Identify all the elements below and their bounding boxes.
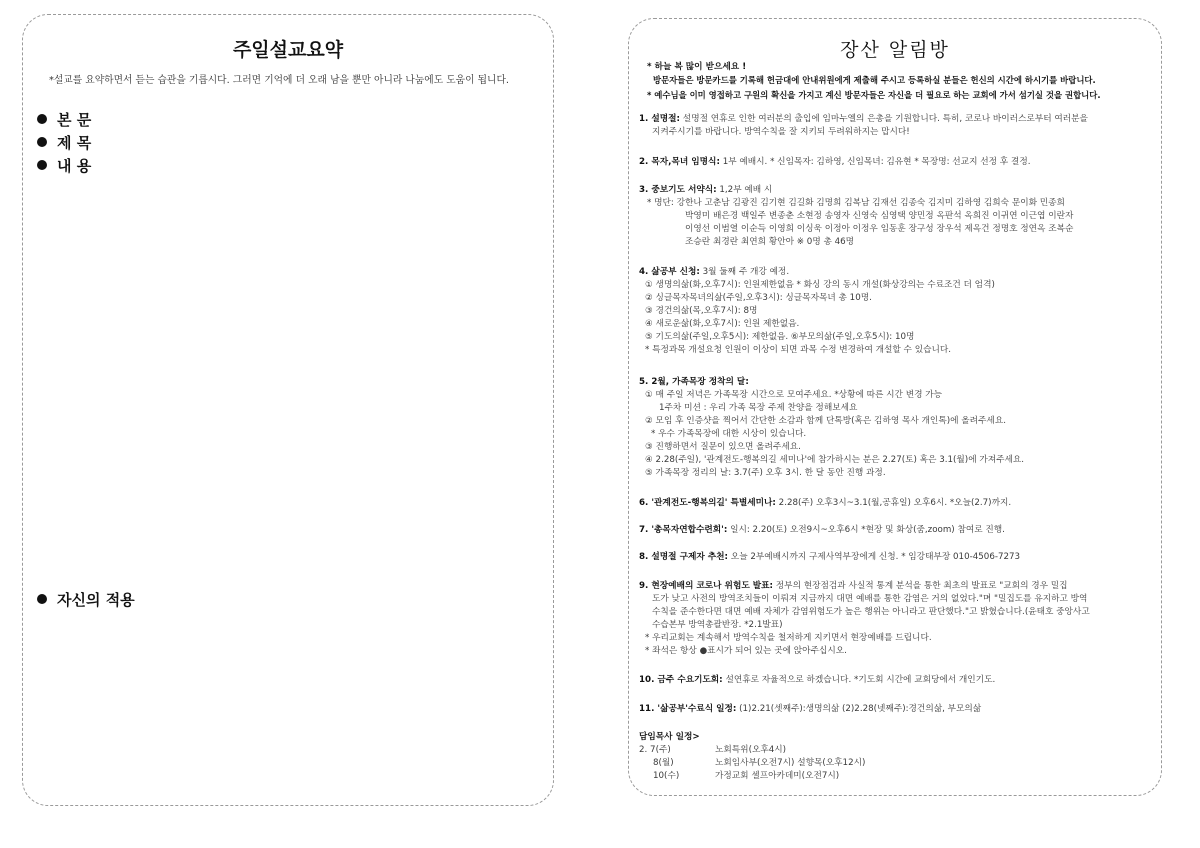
notice-3-names-3: 이영선 이범열 이순득 이영희 이싱욱 이정아 이정우 임동훈 장구성 장우석 제옥건 정명호 정연옥 조복순 [685,224,1074,234]
notice-6: 6. '관계전도-행복의길' 특별세미나: 2.28(주) 오후3시~3.1(월,공휴일) 오후6시. *오늘(2.7)까지. [639,498,1012,508]
notice-3-names-2: 박영미 배은경 백일주 변종춘 소현정 송영자 신영숙 심영택 양민정 옥판석 옥희진 이귀연 이근엽 이란자 [685,211,1074,221]
bullet-dot-icon [37,594,47,604]
bullet-label: 내 용 [57,157,92,175]
notice-9-cont-1: 도가 낮고 사전의 방역조치들이 이뤄져 지금까지 대면 예배를 통한 감염은 거의 없었다."며 "밀집도를 유지하고 방역 [652,594,1088,604]
schedule-row-event: 노회임사부(오전7시) 설향목(오후12시) [715,758,866,768]
schedule-row-date: 10(수) [653,771,680,781]
bullet-label: 본 문 [57,111,92,129]
bullet-dot-icon [37,160,47,170]
notice-9-cont-2: 수칙을 준수한다면 대면 예배 자체가 감염위험도가 높은 행위는 아니라고 판단했다."고 밝혔습니다.(윤태호 중앙사고 [652,607,1090,617]
notice-4-note: * 특정과목 개설요청 인원이 이상이 되면 과목 수정 변경하여 개설할 수 있습니다. [645,345,952,355]
bullet-dot-icon [37,114,47,124]
notice-9-note-2: * 좌석은 항상 ●표시가 되어 있는 곳에 앉아주십시오. [645,646,847,656]
bullet-label: 제 목 [57,134,92,152]
notice-9-cont-3: 수습본부 방역총괄반장. *2.1발표) [652,620,783,630]
notice-5-item-3: ③ 진행하면서 질문이 있으면 올려주세요. [645,442,801,452]
bullet-dot-icon [37,137,47,147]
notice-11: 11. '삶공부'수료식 일정: (1)2.21(셋째주):생명의삶 (2)2.28(넷째주):경건의삶, 부모의삶 [639,704,982,714]
welcome-greeting: * 하늘 복 많이 받으세요 ! [647,62,747,72]
notice-4-item-4: ④ 새로운삶(화,오후7시): 인원 제한없음. [645,319,800,329]
bullet-scripture [37,109,553,132]
notice-4-item-3: ③ 경건의삶(목,오후7시): 8명 [645,306,758,316]
notice-5-item-1: ① 매 주일 저녁은 가족목장 시간으로 모여주세요. *상황에 따른 시간 변경 가능 [645,390,943,400]
notice-3-names-4: 조승란 최경란 최연희 황안아 ※ 0명 총 46명 [685,237,855,247]
notice-4-item-1: ① 생명의삶(화,오후7시): 인원제한없음 * 화싱 강의 동시 개설(화상강의는 수료조건 더 엄격) [645,280,995,290]
sermon-bullet-list [37,109,553,178]
schedule-row-event: 노회특위(오후4시) [715,745,787,755]
notice-1-cont: 지켜주시기를 바랍니다. 방역수칙을 잘 지키되 두려워하지는 맙시다! [652,127,910,137]
notice-4-item-5: ⑤ 기도의삶(주일,오후5시): 제한없음. ⑥부모의삶(주일,오후5시): 10명 [645,332,915,342]
bullet-sermon-title [37,132,553,155]
notice-5-mission: 1주차 미션 : 우리 가족 목장 주제 찬양을 정해보세요 [659,403,858,413]
notice-10: 10. 금주 수요기도회: 설연휴로 자율적으로 하겠습니다. *기도회 시간에 교회당에서 개인기도. [639,675,996,685]
welcome-believer-note: * 예수님을 이미 영접하고 구원의 확신을 가지고 계신 방문자들은 자신을 더 필요로 하는 교회에 가서 섬기실 것을 권합니다. [647,90,1101,100]
notice-5-item-4: ④ 2.28(주일), '관계전도-행복의길 세미나'에 참가하시는 분은 2.27(토) 혹은 3.1(월)에 가져주세요. [645,455,1025,465]
notice-5-heading: 5. 2월, 가족목장 정착의 달: [639,377,749,387]
notice-8: 8. 설명절 구제자 추천: 오늘 2부예배시까지 구제사역부장에게 신청. * 임강태부장 010-4506-7273 [639,552,1021,562]
announcements-title: 장산 알림방 [840,39,950,61]
pastor-schedule-title: 담임목사 일정> [639,732,700,742]
notice-4-item-2: ② 싱글목자목녀의삶(주일,오후3시): 싱글목자목녀 총 10명. [645,293,872,303]
sermon-summary-intro: *설교를 요약하면서 듣는 습관을 기릅시다. 그러면 기억에 더 오래 남을 뿐만 아니라 나눔에도 도움이 됩니다. [49,75,510,86]
notice-3-names-1: * 명단: 강한나 고춘남 김광진 김기현 김길화 김명희 김복남 김재선 김종숙 김지미 김하영 김희숙 문이화 민종희 [647,198,1065,208]
notice-5-award: * 우수 가족목장에 대한 시상이 있습니다. [651,429,807,439]
welcome-visitor-note: 방문자들은 방문카드를 기록해 헌금대에 안내위원에게 제출해 주시고 등록하실 분들은 헌신의 시간에 하시기를 바랍니다. [653,75,1096,85]
notice-5-item-2: ② 모임 후 인증샷을 찍어서 간단한 소감과 함께 단톡방(혹은 김하영 목사 개인톡)에 올려주세요. [645,416,1006,426]
schedule-row-date: 8(월) [653,758,674,768]
schedule-row-event: 가정교회 셀프아카데미(오전7시) [715,771,840,781]
announcements-panel [628,18,1162,796]
notice-9-note-1: * 우리교회는 계속해서 방역수칙을 철저하게 지키면서 현장예배를 드립니다. [645,633,932,643]
notice-2: 2. 목자,목녀 임명식: 1부 예배시. * 신임목자: 김하영, 신임목녀: 김유현 * 목장명: 선교지 선정 후 결정. [639,157,1031,167]
notice-3: 3. 중보기도 서약식: 1,2부 예배 시 [639,185,773,195]
sermon-summary-panel [22,14,554,806]
bullet-content [37,155,553,178]
bullet-label: 자신의 적용 [57,591,135,609]
schedule-row-date: 2. 7(주) [639,745,671,755]
notice-4: 4. 삶공부 신청: 3월 둘째 주 개강 예정. [639,267,790,277]
bullet-self-application [37,589,135,612]
notice-7: 7. '총목자연합수련회': 일시: 2.20(토) 오전9시~오후6시 *현장 및 화상(줌,zoom) 참여로 진행. [639,525,1005,535]
notice-9: 9. 현장예배의 코로나 위험도 발표: 정부의 현장점검과 사실적 통계 분석을 통한 최초의 발표로 "교회의 경우 밀집 [639,581,1068,591]
notice-1: 1. 설명절: 설명절 연휴로 인한 여러분의 출입에 임마누엘의 은총을 기원합니다. 특히, 코로나 바이러스로부터 여러분을 [639,114,1088,124]
notice-5-item-5: ⑤ 가족목장 정리의 날: 3.7(주) 오후 3시. 한 달 동안 진행 과정. [645,468,886,478]
sermon-summary-title: 주일설교요약 [232,39,344,61]
